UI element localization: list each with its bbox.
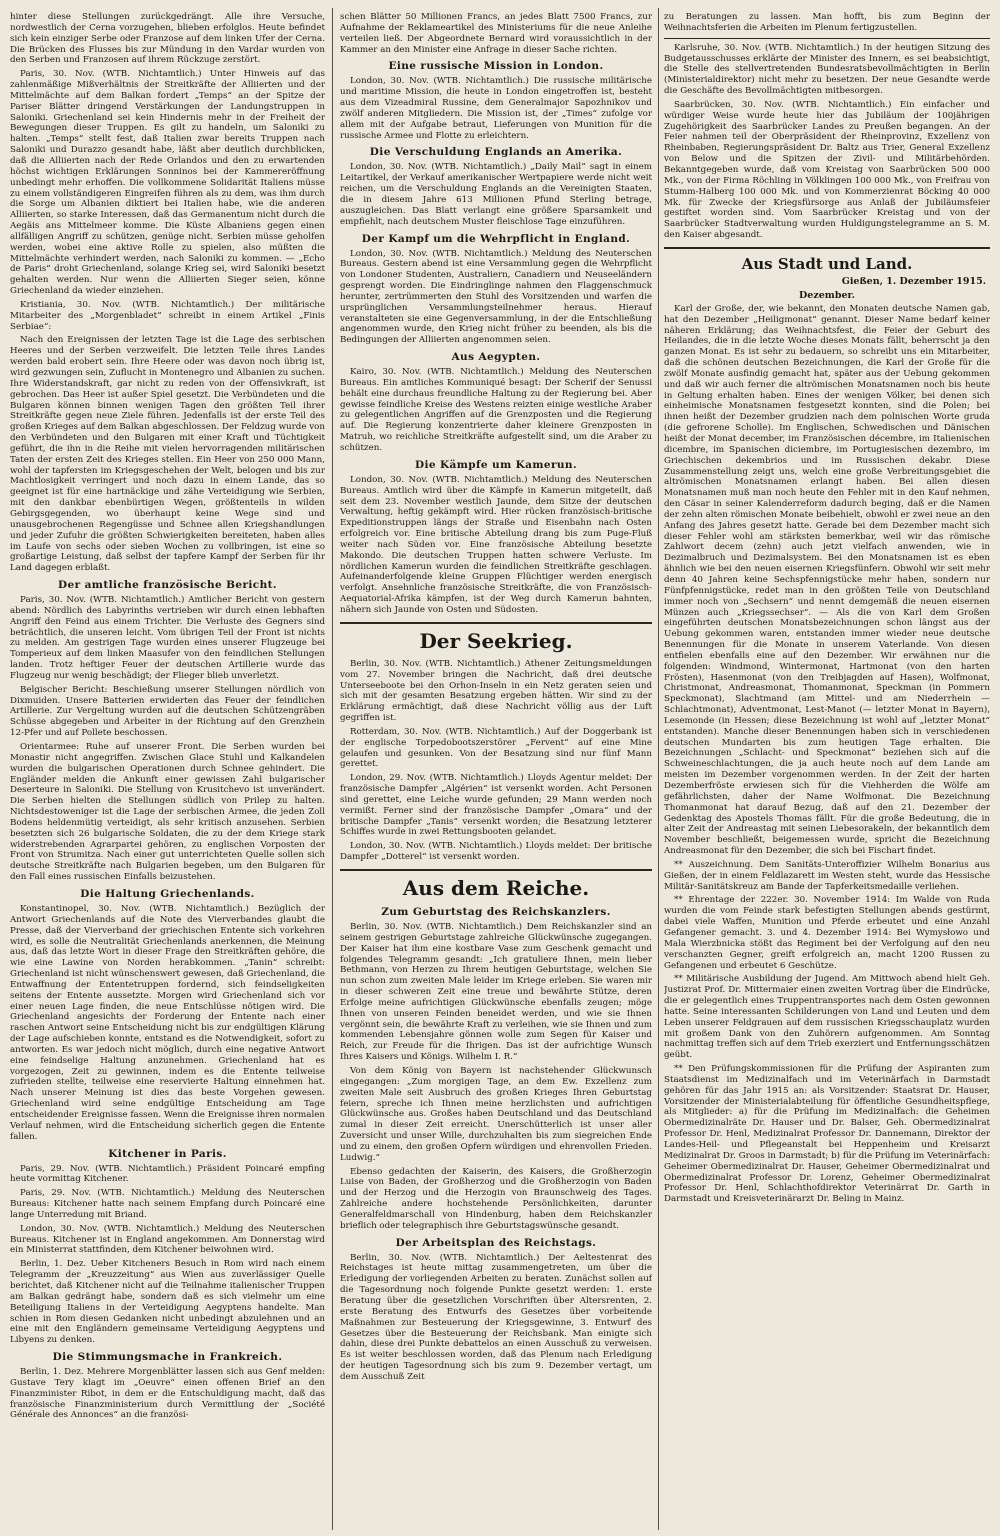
- local-note: ** Den Prüfungskommissionen für die Prüfung der Aspiranten zum Staatsdienst im Medizinalfach und im Veterinärfach in Darmstadt gehören für das Jahr 1915 an: als Vorsitzender: Staatsrat Dr. Hauser, Vorsitzender der Ministerialabteilung für öffentliche Gesundheitspflege, als Mitglieder: a) für die Prüfung im Medizinalfach: die Geheimen Obermedizinalräte Dr. Hauser und Dr. Balser, Geh. Obermedizinalrat Professor Dr. Henl, Medizinalrat Professor Dr. Dannemann, Direktor der Landes-Heil- und Pflegeanstalt bei Heppenheim und Kreisarzt Medizinalrat Dr. Groos in Darmstadt; b) für die Prüfung im Veterinärfach: Geheimer Obermedizinalrat Dr. Hauser, Geheimer Obermedizinalrat und Obermedizinalrat Professor Dr. Lorenz, Geheimer Obermedizinalrat Professor Dr. Henl, Schlachthofdirektor Veterinärrat Dr. Garth in Darmstadt und Kreisveterinärarzt Dr. Beling in Mainz.: [664, 1064, 990, 1205]
- article-paragraph: Karl der Große, der, wie bekannt, den Monaten deutsche Namen gab, hat den Dezember „Heiligmonat“ genannt. Dieser Name bedarf keiner näheren Erklärung; das Weihnachtsfest, die Feier der Geburt des Heilandes, die in die letzte Woche dieses Monats fällt, beherrscht ja den ganzen Monat. Es ist sehr zu bedauern, so schreibt uns ein Mitarbeiter, daß die schönen deutschen Bezeichnungen, die Karl der Große für die zwölf Monate ausfindig gemacht hat, später aus der Uebung gekommen und daß wir auch ferner die altrömischen Monatsnamen noch bis heute in Geltung erhalten haben. Eines der wenigen Völker, bei denen sich einheimische Monatsnamen festgesetzt konnten, sind die Polen; bei ihnen heißt der Dezember grudzien nach dem polnischen Worte gruda (die gefrorene Scholle). Im Englischen, Schwedischen und Dänischen heißt der Monat december, im Französischen décembre, im Italienischen dicembre, im Spanischen diciembre, im Portugiesischen dezembro, im Griechischen dekembrios und im Russischen dekabr. Diese Zusammenstellung zeigt uns, welch eine große Verbreitungsgebiet die altrömischen Monatsnamen erlangt haben. Bei allen diesen Monatsnamen muß man noch heute den Fehler mit in den Kauf nehmen, den Cäsar in seiner Kalenderreform dadurch beging, daß er die Namen der zehn alten römischen Monate beibehielt, obwohl er zwei neue an den Anfang des Jahres gesetzt hatte. Gerade bei dem Dezember macht sich dieser Fehler wohl am stärksten bemerkbar, weil wir das römische Zahlwort decem (zehn) auch jetzt vielfach anwenden, wie in Dezimalbruch und Dezimalsystem. Bei den Monatsnamen ist es eben ähnlich wie bei den neuen eisernen Kriegsfünfern. Obwohl wir seit mehr denn 40 Jahren keine Sechspfennigstücke mehr haben, sondern nur Fünfpfennigstücke, redet man in den größten Teile von Deutschland immer noch von „Sechsern“ und nennt demgemäß die neuen eisernen Münzen auch „Kriegssechser“. — Als die von Karl dem Großen eingeführten deutschen Monatsbezeichnungen schon längst aus der Uebung gekommen waren, entstanden immer wieder neue deutsche Benennungen für die Monate in unserem Vaterlande. Von diesen entfielen ebenfalls eine auf den Dezember. Wir erwähnen nur die folgenden: Windmond, Wintermonat, Hartmonat (von den harten Frösten), Hasenmonat (von den Treibjagden auf Hasen), Wolfmonat, Christmonat, Andreasmonat, Thomanmonat, Speckman (in Pommern Speckmonat), Slachtmand (am Mittel- und am Niederrhein — Schlachtmonat), Adventmonat, Lest-Manot (— letzter Monat in Bayern), Lesemonde (in Hessen; diese Bezeichnung ist wohl auf „letzter Monat“ entstanden). Manche dieser Benennungen haben sich in verschiedenen deutschen Mundarten bis zum heutigen Tage erhalten. Die Bezeichnungen „Schlacht- und Speckmonat“ beziehen sich auf die Schweineschlachtungen, die ja auch heute noch auf dem Lande am meisten im Dezember vorgenommen werden. In der Zeit der harten Dezemberfröste erwiesen sich für die Viehherden die Wölfe am gefährlichsten, daher der Name Wolfmonat. Die Bezeichnung Thomanmonat hat darauf Bezug, daß auf den 21. Dezember der Gedenktag des Apostels Thomas fällt. Für die große Bedeutung, die in alter Zeit der Andreastag mit seinen Liebesorakeln, der bekanntlich dem November beschließt, beigemessen wurde, spricht die Bezeichnung Andreasmonat für den Dezember, die sich bei Fischart findet.: [664, 303, 990, 857]
- article-paragraph: Berlin, 30. Nov. (WTB. Nichtamtlich.) Der Aeltestenrat des Reichstages ist heute mittag zusammengetreten, um über die Erledigung der vorliegenden Arbeiten zu beraten. Zunächst sollen auf die Tagesordnung noch folgende Punkte gesetzt werden: 1. erste Beratung über die gesetzlichen Vorschriften über Altersrenten, 2. erste Beratung des Entwurfs des Gesetzes über vorbeitende Maßnahmen zur Besteuerung der Kriegsgewinne, 3. Entwurf des Gesetzes über die Besteuerung der Reichsbank. Man einigte sich dahin, diese drei Punkte debattelos an einen Ausschuß zu verweisen. Es ist weiter beschlossen worden, daß das Plenum nach Erledigung der heutigen Tagesordnung sich bis zum 9. Dezember vertagt, um dem Ausschuß Zeit: [340, 1252, 652, 1382]
- article-paragraph: London, 30. Nov. (WTB. Nichtamtlich.) „Daily Mail“ sagt in einem Leitartikel, der Verkauf amerikanischer Wertpapiere werde nicht weit reichen, um die Verschuldung Englands an die Vereinigten Staaten, die in diesem Jahre 613 Millionen Pfund Sterling betrage, auszugleichen. Das Blatt verlangt eine größere Sparsamkeit und empfiehlt, nach deutschem Muster fleischlose Tage einzuführen.: [340, 162, 652, 227]
- headline-england-debt: Die Verschuldung Englands an Amerika.: [369, 146, 623, 159]
- headline-conscription: Der Kampf um die Wehrpflicht in England.: [361, 232, 631, 245]
- article-paragraph: Paris, 29. Nov. (WTB. Nichtamtlich.) Meldung des Neuterschen Bureaus: Kitchener hatte nach seinem Empfang durch Poincaré eine lange Unterredung mit Briand.: [10, 1188, 325, 1220]
- article-paragraph: Kristiania, 30. Nov. (WTB. Nichtamtlich.) Der militärische Mitarbeiter des „Morgenbladet“ schreibt in einem Artikel „Finis Serbiae“:: [10, 299, 325, 332]
- headline-kamerun: Die Kämpfe um Kamerun.: [414, 458, 578, 471]
- article-paragraph: Nach den Ereignissen der letzten Tage ist die Lage des serbischen Heeres und der Serben verzweifelt. Die letzten Teile ihres Landes werden bald erobert sein. Ihre Heere oder was davon noch übrig ist, wird gezwungen sein, Zuflucht in Montenegro und Albanien zu suchen. Ihre Widerstandskraft, gar nicht zu reden von der Offensivkraft, ist gebrochen. Das Heer ist außer Spiel gesetzt. Die Verbündeten und die Bulgaren können binnen wenigen Tagen den größten Teil ihrer Streitkräfte gegen neue Ziele führen. Jedenfalls ist der erste Teil des großen Krieges auf dem Balkan abgeschlossen. Der Feldzug wurde von den Verbündeten und den Bulgaren mit einer Kraft und Tüchtigkeit geführt, die ihn in die Reihe mit vielen hervorragenden militärischen Taten der ersten Zeit des Krieges stellen. Ein Heer von 250 000 Mann, wohl der tapfersten im Kriegsgeschehen der Welt, belogen und bis zur Machtlosigkeit verringert und noch dazu in einem Lande, das so geeignet ist für eine hartnäckige und zähe Verteidigung wie Serbien, mit den dankbar ebenbürtigen Wegen, größtenteils in wilden Gebirgsgegenden, wo überhaupt keine Wege sind und unausgebrochenen Regengüsse und Schnee allen Kriegshandlungen und jeder Zufuhr die größten Schwierigkeiten bereiteten, haben alles im Laufe von sechs oder sieben Wochen zu vollbringen, ist eine so großartige Leistung, daß selbst der tapfere Kampf der Serben für ihr Land dagegen erblaßt.: [10, 335, 325, 574]
- article-paragraph: hinter diese Stellungen zurückgedrängt. Alle ihre Versuche, nordwestlich der Cerna vorzugehen, blieben erfolglos. Heute befindet sich kein einziger Serbe oder Franzose auf dem linken Ufer der Cerna. Die Brücken des Flusses bis zur Mündung in den Vardar wurden von den Serben und Franzosen auf ihrem Rückzuge zerstört.: [10, 12, 325, 66]
- section-title-reich: Aus dem Reiche.: [402, 876, 590, 900]
- article-paragraph: Von dem König von Bayern ist nachstehender Glückwunsch eingegangen: „Zum morgigen Tage, an dem Ew. Exzellenz zum zweiten Male seit Ausbruch des großen Krieges Ihren Geburtstag feiern, spreche ich Ihnen meine herzlichsten und aufrichtigen Glückwünsche aus. Großes haben Deutschland und das Deutschland zumal in dieser Zeit erreicht. Unerschütterlich ist unser aller Zuversicht und unser Wille, durchzuhalten bis zum siegreichen Ende und zu einem, den großen Opfern würdigen und ehrenvollen Frieden. Ludwig.“: [340, 1065, 652, 1163]
- article-paragraph: London, 29. Nov. (WTB. Nichtamtlich.) Lloyds Agentur meldet: Der französische Dampfer „Algérien“ ist versenkt worden. Acht Personen sind gerettet, eine Leiche wurde gefunden; 29 Mann werden noch vermißt. Ferner sind der französische Dampfer „Omara“ und der britische Dampfer „Tanis“ versenkt worden; die Besatzung letzterer Schiffes wurde in zwei Rettungsbooten gelandet.: [340, 773, 652, 838]
- article-paragraph: London, 30. Nov. (WTB. Nichtamtlich.) Lloyds meldet: Der britische Dampfer „Dotterel“ ist versenkt worden.: [340, 841, 652, 863]
- headline-kitchener: Kitchener in Paris.: [108, 1147, 227, 1160]
- article-paragraph: Orientarmee: Ruhe auf unserer Front. Die Serben wurden bei Monastir nicht angegriffen. Zwischen Glace Stuhl und Kalkandelen wurden die bulgarischen Operationen durch Schnee gehindert. Die Engländer melden die Ankunft einer gewissen Zahl bulgarischer Deserteure in Saloniki. Die Stellung von Krusitchevo ist unverändert. Die Serben hielten die Stellungen südlich von Prilep zu halten. Nichtsdestoweniger ist die Lage der serbischen Armee, die jeden Zoll Bodens heldenmütig verteidigt, als sehr kritisch anzusehen. Serbien besetzten sich 26 bulgarische Soldaten, die zu der dem Kriege stark widerstrebenden Agrarpartei gehören, zu englischen Vorposten der Front von Strumitza. Nach einer gut unterrichteten Quelle sollen sich deutsche Streitkräfte nach Bulgarien begeben, um den Bulgaren für den Fall eines russischen Einfalls beizustehen.: [10, 742, 325, 883]
- headline-reichstag-plan: Der Arbeitsplan des Reichstags.: [395, 1236, 597, 1249]
- article-paragraph: Ebenso gedachten der Kaiserin, des Kaisers, die Großherzogin Luise von Baden, der Großherzog und die Großherzogin von Baden und der Herzog und die Herzogin von Braunschweig des Tages. Zahlreiche andere hochstehende Persönlichkeiten, darunter Generalfeldmarschall von Hindenburg, haben dem Reichskanzler brieflich oder telegraphisch ihre Geburtstagswünsche gesandt.: [340, 1166, 652, 1231]
- article-paragraph: schen Blätter 50 Millionen Francs, an jedes Blatt 7500 Francs, zur Aufnahme der Reklameartikel des Ministeriums für die neue Anleihe verteilen ließ. Der Abgeordnete Bernard wird voraussichtlich in der Kammer an den Minister eine Anfrage in dieser Sache richten.: [340, 12, 652, 55]
- section-title-city-country: Aus Stadt und Land.: [741, 254, 913, 273]
- article-paragraph: Saarbrücken, 30. Nov. (WTB. Nichtamtlich.) Ein einfacher und würdiger Weise wurde heute hier das Jubiläum der 100jährigen Zugehörigkeit des Saarbrücker Landes zu Preußen begangen. An der Feier nahmen teil der Oberpräsident der Rheinprovinz, Exzellenz von Rheinbaben, Regierungspräsident Dr. Baltz aus Trier, General Exzellenz von Below und die Spitzen der Zivil- und Militärbehörden. Bekanntgegeben wurde, daß vom Kreistag von Saarbrücken 500 000 Mk., von der Firma Röchling in Völklingen 100 000 Mk., von Freifrau von Stumm-Halberg 100 000 Mk. und von Kommerzienrat Böcking 40 000 Mk. für Zwecke der Kriegsfürsorge aus Anlaß der Jubiläumsfeier gestiftet worden sind. Vom Saarbrücker Kreistag und von der Saarbrücker Stadtverwaltung wurden Huldigungstelegramme an S. M. den Kaiser abgesandt.: [664, 99, 990, 241]
- local-note: ** Ehrentage der 222er. 30. November 1914: Im Walde von Ruda wurden die vom Feinde stark befestigten Stellungen abends gestürmt, dabei viele Waffen, Munition und Pferde erbeutet und eine Anzahl Gefangener gemacht. 3. und 4. Dezember 1914: Bei Wymysłowo und Mala Wierzbnicka stößt das Regiment bei der Verfolgung auf den neu verschanzten Gegner, greift erfolgreich an, macht 1200 Russen zu Gefangenen und erbeutet 6 Geschütze.: [664, 895, 990, 971]
- section-divider: [340, 869, 652, 871]
- column-left: [10, 12, 325, 1528]
- article-paragraph: Paris, 30. Nov. (WTB. Nichtamtlich.) Unter Hinweis auf das zahlenmäßige Mißverhältnis der Streitkräfte der Alliierten und der Mittelmächte auf dem Balkan fordert „Temps“ an der Spitze der Pariser Blätter dringend Verstärkungen der Landungstruppen in Saloniki. Griechenland sei kein Hindernis mehr in der Freiheit der Bewegungen dieser Truppen. Es gilt zu handeln, um Saloniki zu halten. „Temps“ stellt fest, daß Italien zwar bereits Truppen nach Saloniki und Durazzo gesandt habe, läßt aber deutlich durchblicken, daß die Alliierten nach der Rede Orlandos und den zu erwartenden höchst wichtigen Erklärungen Sonninos bei der Kammereröffnung unbedingt mehr erhoffen. Die vollkommene Solidarität Italiens müsse zu einem vollständigeren Eingreifen führen als zu dem, was ihm durch die Sorge um Albanien diktiert bei Italien habe, wie die anderen Alliierten, so starke Interessen, daß das Germanentum nicht durch die Aegäis ans Mittelmeer komme. Die Küste Albaniens gegen einen allfälligen Angriff zu schützen, genüge nicht. Serbien müsse geholfen werden, wobei eine aktive Rolle zu spielen, also müßten die Mittelmächte verhindert werden, nach Saloniki zu kommen. — „Echo de Paris“ droht Griechenland, solange Krieg sei, wird Saloniki besetzt gehalten werden. Nur wenn die Alliierten Sieger seien, könne Griechenland da wieder einziehen.: [10, 69, 325, 297]
- headline-egypt: Aus Aegypten.: [451, 351, 541, 364]
- article-paragraph: London, 30. Nov. (WTB. Nichtamtlich.) Meldung des Neuterschen Bureaus. Kitchener ist in England angekommen. Am Donnerstag wird ein Ministerrat stattfinden, dem Kitchener beiwohnen wird.: [10, 1223, 325, 1256]
- column-rule: [332, 8, 333, 1530]
- section-title-naval-war: Der Seekrieg.: [419, 628, 573, 653]
- article-paragraph: Konstantinopel, 30. Nov. (WTB. Nichtamtlich.) Bezüglich der Antwort Griechenlands auf die Note des Vierverbandes glaubt die Presse, daß der Vierverband der griechischen Entente sich vorkehren wird, es solle die Neutralität Griechenlands anerkennen, die Meinung aus, daß das letzte Wort in dieser Frage den Streitkräften gehöre, die wie eine Lawine von Norden herabkommen. „Tanin“ schreibt: Griechenland ist nicht wünschenswert gewesen, daß Griechenland, die Entwaffnung der Ententetruppen fordernd, sich feindseligkeiten seitens der Entente aussetzte. Morgen wird Griechenland sich vor einer neuen Lage finden, die neue Entschlüsse nötigen wird. Die Griechenland angesichts der Forderung der Entente nach einer raschen Antwort seine Entscheidung nicht bis zur endgültigen Klärung der Lage aufschieben konnte, entstand es die Notwendigkeit, sofort zu antworten. Es war jedoch nicht möglich, durch eine negative Antwort eine feindselige Haltung anzunehmen. Griechenland hat es vorgezogen, Zeit zu gewinnen, indem es die Entente teilweise zufrieden stellte, teilweise eine reservierte Haltung einnehmen hat. Nach unserer Meinung ist dies das beste Vorgehen gewesen. Griechenland wird seine endgültige Entscheidung am Tage entscheidender Ereignisse fassen. Wenn die Ereignisse ihren normalen Verlauf nehmen, wird die Entscheidung sicherlich gegen die Entente fallen.: [10, 903, 325, 1142]
- article-paragraph: zu Beratungen zu lassen. Man hofft, bis zum Beginn der Weihnachtsferien die Arbeiten im Plenum fertigzustellen.: [664, 12, 990, 33]
- article-paragraph: Karlsruhe, 30. Nov. (WTB. Nichtamtlich.) In der heutigen Sitzung des Budgetausschusses erklärte der Minister des Innern, es sei beabsichtigt, die Stelle des stellvertretenden Bundesratsbevollmächtigten in Berlin (Ministerialdirektor) nicht mehr zu besetzen. Der neue Gesandte werde die Geschäfte des Bevollmächtigten mitbesorgen.: [664, 42, 990, 97]
- article-paragraph: Berlin, 30. Nov. (WTB. Nichtamtlich.) Dem Reichskanzler sind an seinem gestrigen Geburtstage zahlreiche Glückwünsche zugegangen. Der Kaiser hat ihm eine kostbare Vase zum Geschenk gemacht und folgendes Telegramm gesandt: „Ich gratuliere Ihnen, mein lieber Bethmann, von Herzen zu Ihrem heutigen Geburtstage, welchen Sie nun schon zum zweiten Male leider im Kriege erleben. Sie waren mir in dieser schweren Zeit eine treue und bewährte Stütze, deren Erfolge meine aufrichtigen Glückwünsche ebenfalls zeugen; möge Ihnen von unseren Feinden beneidet werden, und wie sie Ihnen vergönnt sein, die bewährte Kraft zu verleihen, wie sie Ihnen und zum kommenden Lebensjahre gönnen wolle zum Segen für Kaiser und Reich, zur Freude für die Ihrigen. Das ist der aufrichtige Wunsch Ihres Kaisers und Königs. Wilhelm I. R.“: [340, 922, 652, 1063]
- column-middle: [340, 12, 652, 1528]
- article-paragraph: London, 30. Nov. (WTB. Nichtamtlich.) Meldung des Neuterschen Bureaus. Amtlich wird über die Kämpfe in Kamerun mitgeteilt, daß seit dem 23. November westlich Jaunde, dem Sitze der deutschen Verwaltung, heftig gekämpft wird. Hier rücken französisch-britische Expeditionstruppen längs der Straße und Eisenbahn nach Osten erfolgreich vor. Eine britische Abteilung drang bis zum Puge-Fluß weiter nach Süden vor. Eine französische Abteilung besetzte Makondo. Die deutschen Truppen hatten schwere Verluste. Im nördlichen Kamerun wurden die feindlichen Streitkräfte geschlagen. Aufeinanderfolgende kleine Gruppen Flüchtiger werden energisch verfolgt. Ansehnliche französische Streitkräfte, die von Französisch-Aequatorial-Afrika kämpfen, ist der Weg durch Kamerun bahnten, nähern sich Jaunde von Osten und Südosten.: [340, 474, 652, 615]
- article-paragraph: Paris, 30. Nov. (WTB. Nichtamtlich.) Amtlicher Bericht von gestern abend: Nördlich des Labyrinths vertrieben wir durch einen lebhaften Angriff den Feind aus einem Trichter. Die Verluste des Gegners sind beträchtlich, die unseren leicht. Vom übrigen Teil der Front ist nichts zu melden. Am gestrigen Tage wurden eines unserer Flugzeuge bei Tomperieux auf dem linken Maasufer von den feindlichen Stellungen landen. Trotz heftiger Feuer der deutschen Artillerie wurde das Flugzeug nur wenig beschädigt; der Flieger blieb unverletzt.: [10, 595, 325, 681]
- headline-french-report: Der amtliche französische Bericht.: [58, 579, 277, 592]
- headline-december: Dezember.: [799, 289, 855, 301]
- dateline: Gießen, 1. Dezember 1915.: [841, 275, 986, 287]
- local-note: ** Auszeichnung. Dem Sanitäts-Unteroffizier Wilhelm Bonarius aus Gießen, der in einem Feldlazarett im Westen steht, wurde das Hessische Militär-Sanitätskreuz am Bande der Tapferkeitsmedaille verliehen.: [664, 859, 990, 892]
- article-paragraph: Berlin, 30. Nov. (WTB. Nichtamtlich.) Athener Zeitungsmeldungen vom 27. November bringen die Nachricht, daß drei deutsche Unterseeboote bei den Orhon-Inseln in ein Netz geraten seien und sich mit der gesamten Besatzung ergeben hätten. Wir sind zu der Erklärung ermächtigt, daß diese Nachricht völlig aus der Luft gegriffen ist.: [340, 658, 652, 724]
- headline-greece: Die Haltung Griechenlands.: [80, 887, 255, 900]
- article-paragraph: Kairo, 30. Nov. (WTB. Nichtamtlich.) Meldung des Neuterschen Bureaus. Ein amtliches Kommuniqué besagt: Der Scherif der Senussi behält eine durchaus freundliche Haltung zu der Regierung bei. Aber gewisse feindliche Kreise des Westens reizten einige westliche Araber zu gelegentlichen Angriffen auf die Grenzposten und die Regierung auf. Die Regierung konzentrierte daher kleinere Grenzposten in Matruh, wo reichliche Streitkräfte aufgestellt sind, um die Araber zu schützen.: [340, 367, 652, 453]
- article-paragraph: Paris, 29. Nov. (WTB. Nichtamtlich.) Präsident Poincaré empfing heute vormittag Kitchener.: [10, 1163, 325, 1185]
- section-divider: [664, 247, 990, 249]
- article-paragraph: Berlin, 1. Dez. Mehrere Morgenblätter lassen sich aus Genf melden: Gustave Tery klagt im „Oeuvre“ einen offenen Brief an den Finanzminister Ribot, in dem er die Entschuldigung macht, daß das französische Finanzministerium durch Vermittlung der „Société Générale des Annonces“ an die französi-: [10, 1367, 325, 1421]
- article-paragraph: Rotterdam, 30. Nov. (WTB. Nichtamtlich.) Auf der Doggerbank ist der englische Torpedobootszerstörer „Fervent“ auf eine Mine gelaufen und gesunken. Von der Besatzung sind nur fünf Mann gerettet.: [340, 726, 652, 770]
- article-divider: [664, 38, 990, 39]
- section-divider: [340, 622, 652, 624]
- headline-chancellor-birthday: Zum Geburtstag des Reichskanzlers.: [381, 906, 611, 918]
- headline-russian-mission: Eine russische Mission in London.: [388, 60, 604, 73]
- column-rule: [658, 8, 659, 1530]
- article-paragraph: Berlin, 1. Dez. Ueber Kitcheners Besuch in Rom wird nach einem Telegramm der „Kreuzzeitung“ aus Wien aus zuverlässiger Quelle berichtet, daß Kitchener nicht auf die Teilnahme italienischer Truppen am Balkan gedrängt habe, sondern daß es sich vielmehr um eine Beteiligung Italiens in der Verteidigung Aegyptens handelte. Man schien in Rom diesen Gedanken nicht unbedingt abzulehnen und an eine mit den Engländern gemeinsame Verteidigung Aegyptens und Libyens zu denken.: [10, 1259, 325, 1346]
- local-note: ** Militärische Ausbildung der Jugend. Am Mittwoch abend hielt Geh. Justizrat Prof. Dr. Mittermaier einen zweiten Vortrag über die Eindrücke, die er gelegentlich eines Truppentransportes nach dem Osten gewonnen hatte. Seine interessanten Schilderungen von Land und Leuten und dem Leben unserer Feldgrauen auf dem russischen Kriegsschauplatz wurden mit großem Dank von den Zuhörern aufgenommen. Am Sonntag nachmittag treffen sich auf dem Trieb exerziert und Entfernungsschätzen geübt.: [664, 974, 990, 1061]
- article-paragraph: London, 30. Nov. (WTB. Nichtamtlich.) Meldung des Neuterschen Bureaus. Gestern abend ist eine Versammlung gegen die Wehrpflicht von Londoner Studenten, Australiern, Canadiern und Neuseeländern gesprengt worden. Die Eindringlinge nahmen den Flaggenschmuck herunter, zertrümmerten den Stuhl des Vorsitzenden und warfen die ursprünglichen Versammlungsteilnehmer heraus. Hierauf veranstalteten sie eine Gegenversammlung, in der die Entschließung angenommen wurde, den Krieg nicht früher zu beenden, als bis die Bedingungen der Alliierten angenommen seien.: [340, 248, 652, 346]
- column-right: [664, 12, 990, 1528]
- article-paragraph: Belgischer Bericht: Beschießung unserer Stellungen nördlich von Dixmuiden. Unsere Batterien erwiderten das Feuer der feindlichen Artillerie. Zur Vergeltung wurden auf die deutschen Schützengräben Schüsse abgegeben und Arbeiter in der Richtung auf den Grenzhein 12-Pfer und auf Pollete beschossen.: [10, 684, 325, 739]
- article-paragraph: London, 30. Nov. (WTB. Nichtamtlich.) Die russische militärische und maritime Mission, die heute in London eingetroffen ist, besteht aus dem Vizeadmiral Russine, dem Generalmajor Sapozhnikov und zwölf anderen Mitgliedern. Die Mission ist, der „Times“ zufolge vor allem mit der Aufgabe betraut, Lieferungen von Munition für die russische Armee und Flotte zu erleichtern.: [340, 76, 652, 141]
- headline-stimmung: Die Stimmungsmache in Frankreich.: [52, 1351, 283, 1364]
